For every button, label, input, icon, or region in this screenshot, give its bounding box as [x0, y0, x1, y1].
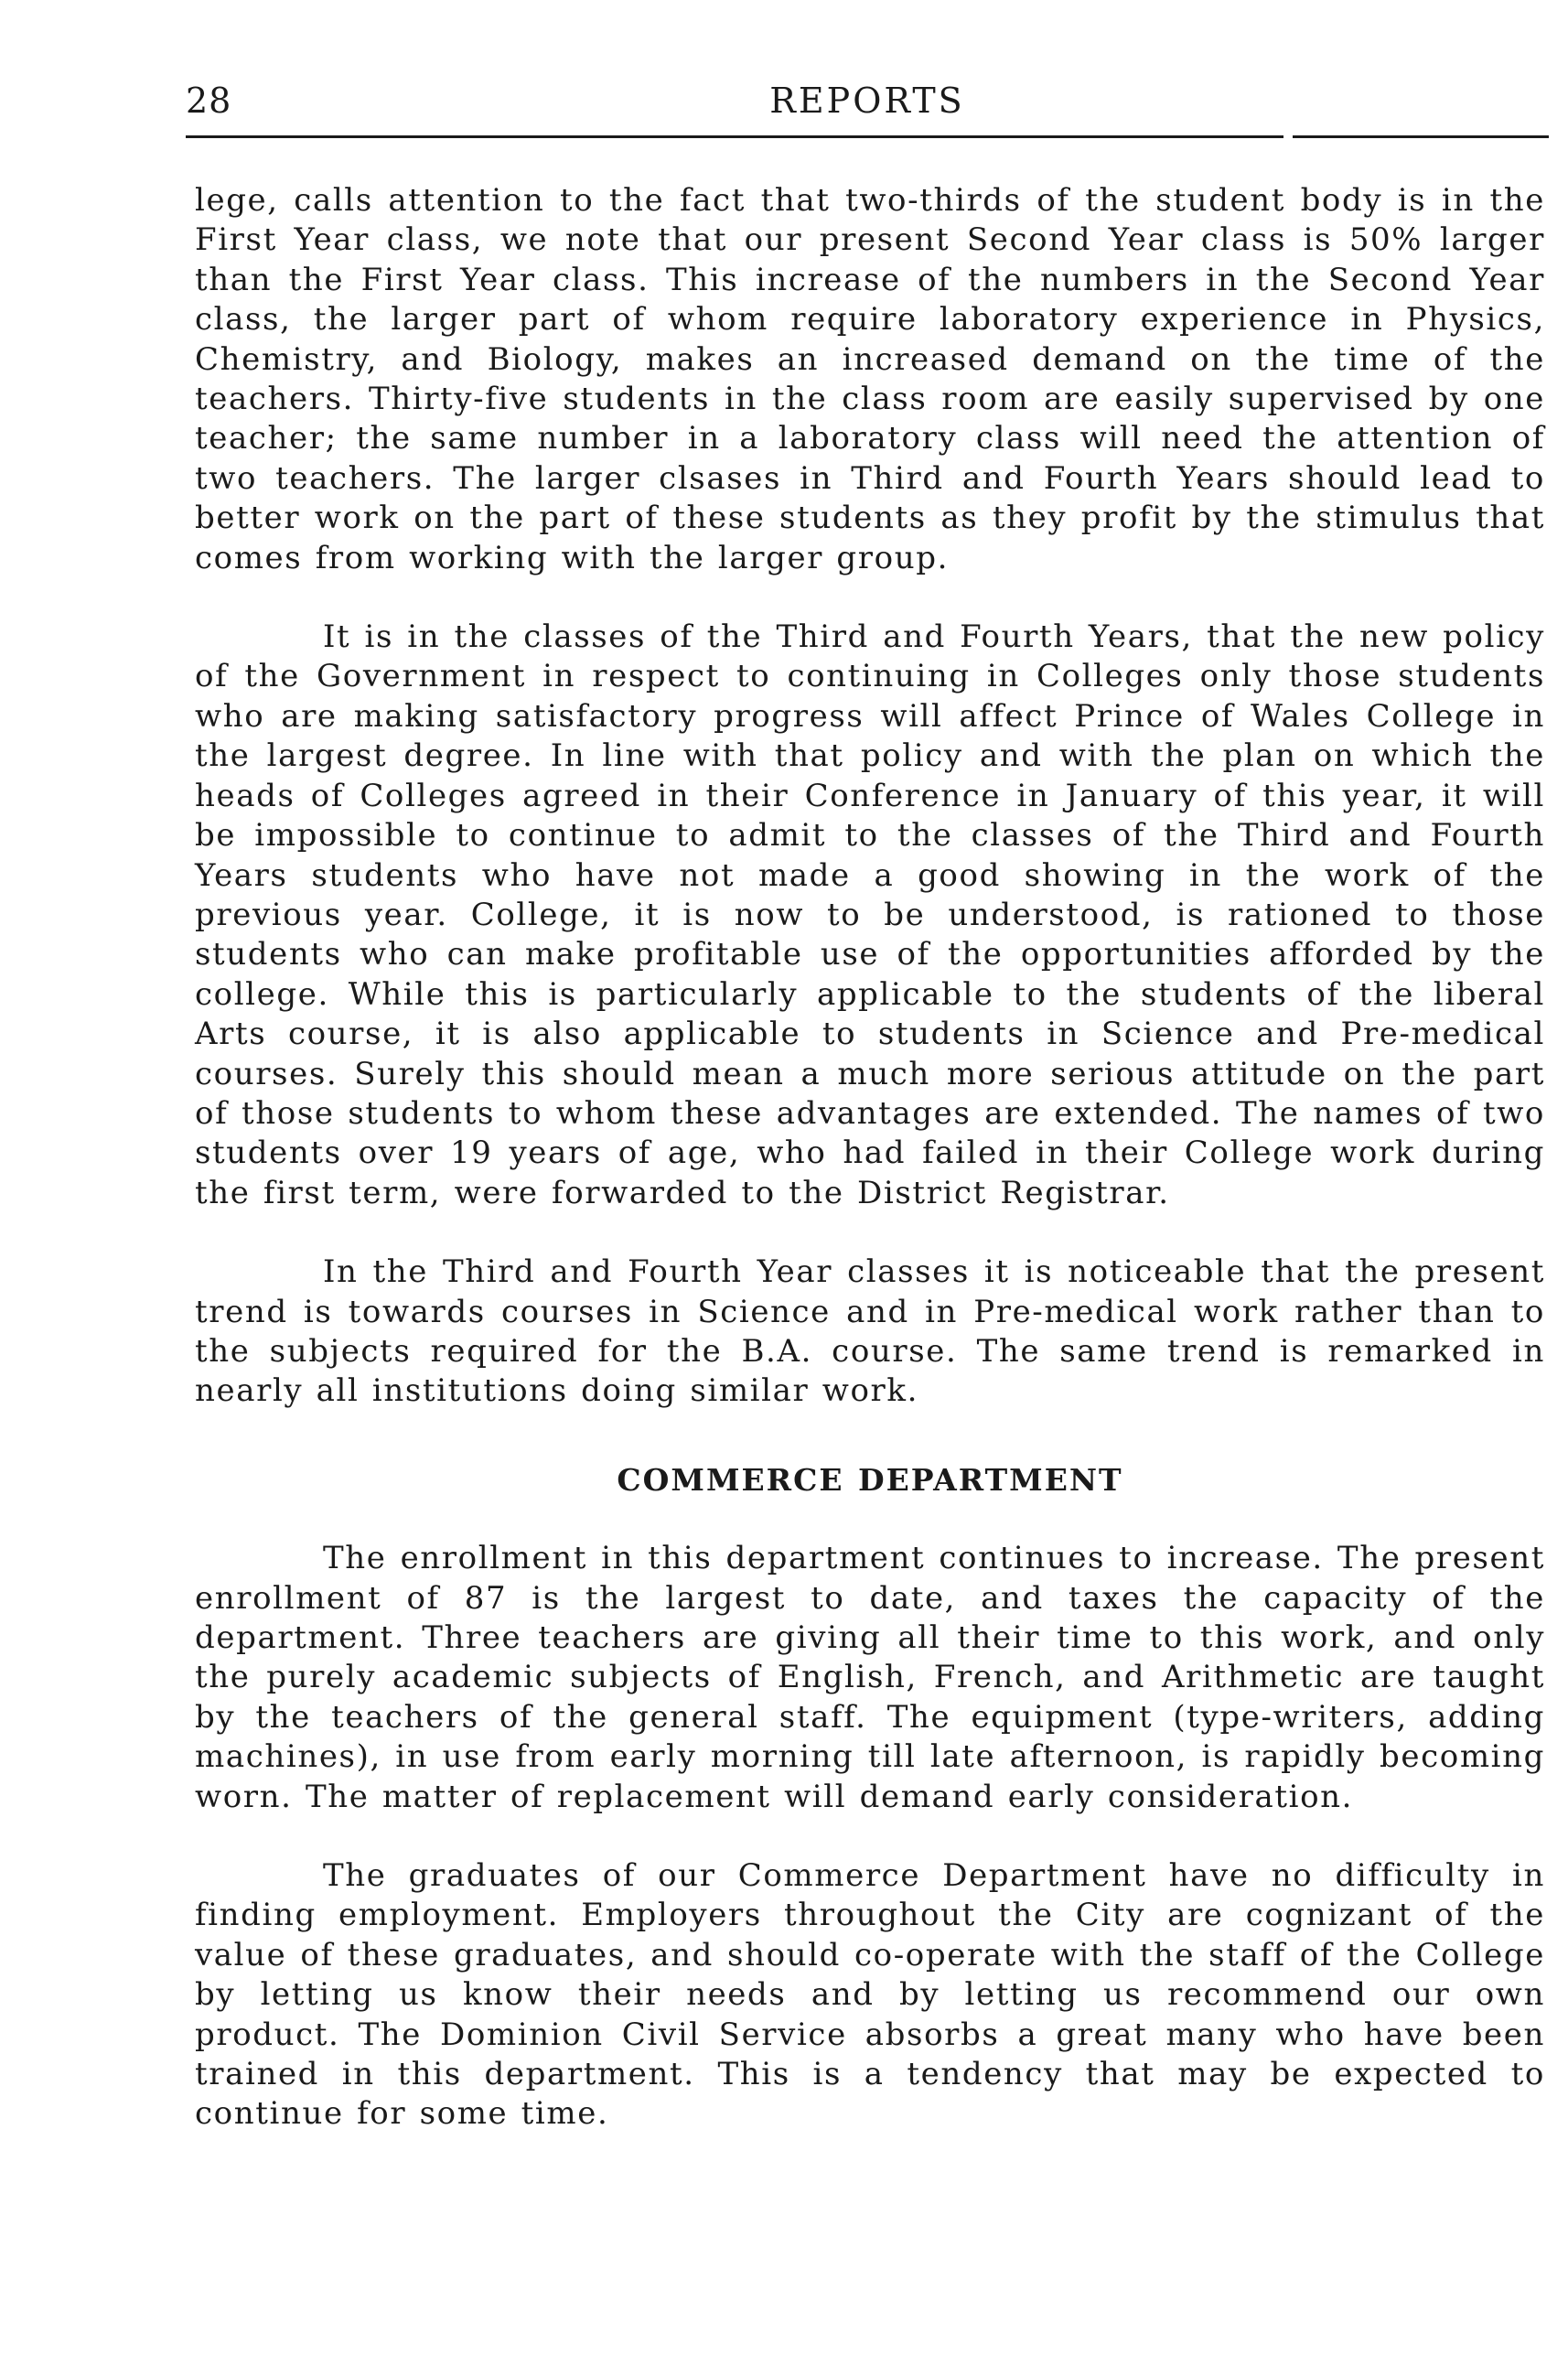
page-number: 28 [186, 81, 232, 121]
page-header [186, 81, 1549, 135]
paragraph-course-trend: In the Third and Fourth Year classes it is noticeable that the present trend is towards courses in Science and in Pre-medical work rather than to the subjects required for the B.A. course. The same trend is remarked in nearly all institutions doing similar work. [195, 1253, 1545, 1410]
section-heading-commerce: COMMERCE DEPARTMENT [617, 1461, 1123, 1498]
page-body [195, 181, 1545, 2135]
paragraph-government-policy: It is in the classes of the Third and Fourth Years, that the new policy of the Government in respect to continuing in Colleges only those students who are making satisfactory progress will affect Prince of Wales College in the largest degree. In line with that policy and with the plan on which the heads of Colleges agreed in their Conference in January of this year, it will be impossible to continue to admit to the classes of the Third and Fourth Years students who have not made a good showing in the work of the previous year. College, it is now to be understood, is rationed to those students who can make profitable use of the opportunities afforded by the college. While this is particularly applicable to the students of the liberal Arts course, it is also applicable to students in Science and Pre-medical courses. Surely this should mean a much more serious attitude on the part of those students to whom these advantages are extended. The names of two students over 19 years of age, who had failed in their College work during the first term, were forwarded to the District Registrar. [195, 618, 1545, 1211]
paragraph-commerce-enrollment: The enrollment in this department continues to increase. The present enrollment of 87 is the largest to date, and taxes the capacity of the department. Three teachers are giving all their time to this work, and only the purely academic subjects of English, French, and Arithmetic are taught by the teachers of the general staff. The equipment (type-writers, adding machines), in use from early morning till late afternoon, is rapidly becoming worn. The matter of replacement will demand early consideration. [195, 1540, 1545, 1815]
header-rule [186, 135, 1283, 138]
running-head: REPORTS [769, 81, 965, 121]
paragraph-continuation: lege, calls attention to the fact that two-thirds of the student body is in the First Year class, we note that our present Second Year class is 50% larger than the First Year class. This increase of the numbers in the Second Year class, the larger part of whom require laboratory experience in Physics, Chemistry, and Biology, makes an increased demand on the time of the teachers. Thirty-five students in the class room are easily supervised by one teacher; the same number in a laboratory class will need the attention of two teachers. The larger clsases in Third and Fourth Years should lead to better work on the part of these students as they profit by the stimulus that comes from working with the larger group. [195, 182, 1545, 576]
paragraph-commerce-graduates: The graduates of our Commerce Department have no difficulty in finding employment. Employers throughout the City are cognizant of the value of these graduates, and should co-operate with the staff of the College by letting us know their needs and by letting us recommend our own product. The Dominion Civil Service absorbs a great many who have been trained in this department. This is a tendency that may be expected to continue for some time. [195, 1857, 1545, 2133]
header-rule-short [1293, 135, 1549, 138]
